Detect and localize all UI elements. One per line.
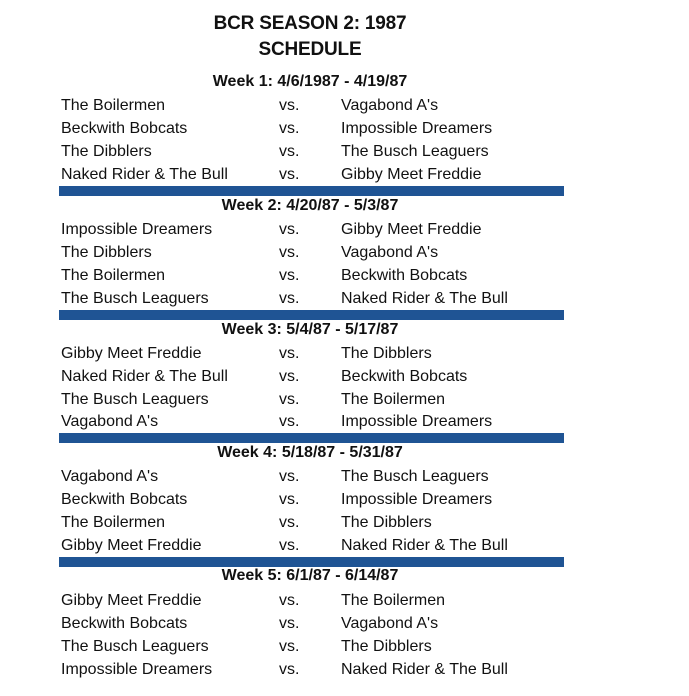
match-row [0,218,620,241]
vs-label: vs. [279,391,300,408]
home-team: Impossible Dreamers [61,661,213,678]
vs-label: vs. [279,143,300,160]
home-team: The Boilermen [61,267,166,284]
away-team: Vagabond A's [341,244,439,261]
home-team: Beckwith Bobcats [61,120,188,137]
vs-label: vs. [279,661,300,678]
match-row [0,488,620,511]
home-team: Naked Rider & The Bull [61,166,228,183]
home-team: The Dibblers [61,244,152,261]
away-team: The Dibblers [341,345,432,362]
away-team: The Boilermen [341,391,446,408]
home-team: Gibby Meet Freddie [61,537,202,554]
home-team: Gibby Meet Freddie [61,592,202,609]
away-team: Impossible Dreamers [341,413,493,430]
vs-label: vs. [279,166,300,183]
home-team: The Busch Leaguers [61,391,209,408]
match-row [0,465,620,488]
away-team: Vagabond A's [341,97,439,114]
match-row [0,140,620,163]
away-team: Impossible Dreamers [341,120,493,137]
home-team: The Boilermen [61,514,166,531]
vs-label: vs. [279,615,300,632]
match-row [0,410,620,433]
home-team: Beckwith Bobcats [61,491,188,508]
page-subtitle: SCHEDULE [258,39,362,60]
vs-label: vs. [279,97,300,114]
away-team: Beckwith Bobcats [341,368,468,385]
match-row [0,117,620,140]
match-row [0,388,620,411]
week-divider [59,186,564,196]
vs-label: vs. [279,468,300,485]
home-team: Vagabond A's [61,468,159,485]
match-row [0,342,620,365]
away-team: Naked Rider & The Bull [341,290,508,307]
match-row [0,589,620,612]
vs-label: vs. [279,345,300,362]
week-header: Week 1: 4/6/1987 - 4/19/87 [212,73,408,90]
vs-label: vs. [279,368,300,385]
match-row [0,94,620,117]
home-team: The Boilermen [61,97,166,114]
away-team: The Boilermen [341,592,446,609]
vs-label: vs. [279,120,300,137]
home-team: Impossible Dreamers [61,221,213,238]
week-divider [59,557,564,567]
away-team: Naked Rider & The Bull [341,661,508,678]
vs-label: vs. [279,638,300,655]
vs-label: vs. [279,221,300,238]
away-team: Vagabond A's [341,615,439,632]
week-divider [59,310,564,320]
away-team: Beckwith Bobcats [341,267,468,284]
match-row [0,534,620,557]
vs-label: vs. [279,491,300,508]
home-team: The Dibblers [61,143,152,160]
away-team: The Busch Leaguers [341,143,489,160]
match-row [0,511,620,534]
home-team: Vagabond A's [61,413,159,430]
vs-label: vs. [279,244,300,261]
week-header: Week 3: 5/4/87 - 5/17/87 [221,321,399,338]
match-row [0,264,620,287]
home-team: The Busch Leaguers [61,290,209,307]
vs-label: vs. [279,592,300,609]
away-team: Gibby Meet Freddie [341,166,482,183]
week-header: Week 2: 4/20/87 - 5/3/87 [221,197,399,214]
vs-label: vs. [279,514,300,531]
week-header: Week 5: 6/1/87 - 6/14/87 [221,567,399,584]
vs-label: vs. [279,537,300,554]
vs-label: vs. [279,290,300,307]
home-team: Naked Rider & The Bull [61,368,228,385]
away-team: The Busch Leaguers [341,468,489,485]
match-row [0,365,620,388]
vs-label: vs. [279,413,300,430]
home-team: The Busch Leaguers [61,638,209,655]
week-header: Week 4: 5/18/87 - 5/31/87 [217,444,403,461]
match-row [0,612,620,635]
away-team: Naked Rider & The Bull [341,537,508,554]
match-row [0,287,620,310]
vs-label: vs. [279,267,300,284]
match-row [0,635,620,658]
match-row [0,241,620,264]
away-team: Impossible Dreamers [341,491,493,508]
match-row [0,163,620,186]
match-row [0,658,620,681]
away-team: The Dibblers [341,514,432,531]
page-title: BCR SEASON 2: 1987 [213,13,407,34]
away-team: Gibby Meet Freddie [341,221,482,238]
week-divider [59,433,564,443]
home-team: Gibby Meet Freddie [61,345,202,362]
away-team: The Dibblers [341,638,432,655]
home-team: Beckwith Bobcats [61,615,188,632]
